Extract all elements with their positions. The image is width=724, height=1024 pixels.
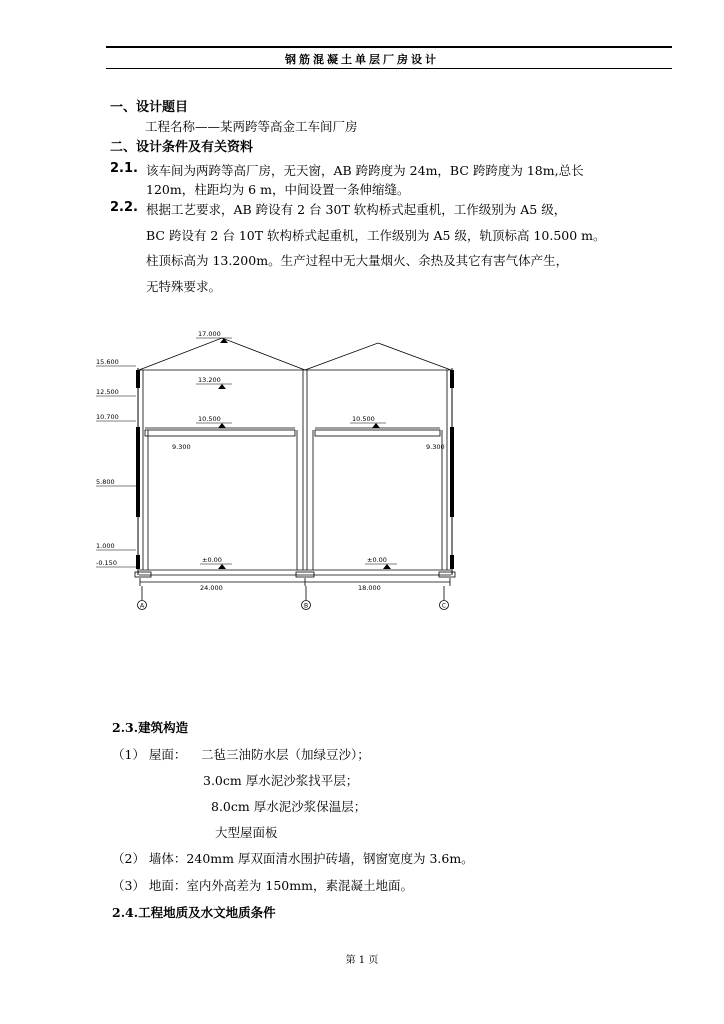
footing-a <box>135 572 151 577</box>
item-2-1-number: 2.1. <box>110 161 138 176</box>
section-2-3-heading: 2.3.建筑构造 <box>112 720 189 735</box>
section-1-heading: 一、设计题目 <box>110 100 189 115</box>
roof-label: （1） 屋面： <box>112 747 187 762</box>
roof-layer-3: 8.0cm 厚水泥沙浆保温层； <box>211 799 367 814</box>
crane-girder-bc <box>315 430 440 436</box>
page-number: 第 1 页 <box>345 955 379 966</box>
footing-c <box>439 572 455 577</box>
item-2-2-line1: 根据工艺要求，AB 跨设有 2 台 30T 软构桥式起重机，工作级别为 A5 级， <box>146 202 567 217</box>
elev-ridge-label: 17.000 <box>198 330 221 338</box>
elev-crane-left: 9.300 <box>172 443 191 451</box>
project-name: 工程名称——某两跨等高金工车间厂房 <box>145 119 358 134</box>
roof-layer-4: 大型屋面板 <box>215 825 278 840</box>
level-mark-coltop <box>218 384 226 389</box>
elev-floor-ab: ±0.00 <box>202 556 222 564</box>
level-mark-ridge <box>220 338 228 343</box>
page-header-title: 钢筋混凝土单层厂房设计 <box>285 53 439 66</box>
item-2-2-line3: 柱顶标高为 13.200m。生产过程中无大量烟火、余热及其它有害气体产生， <box>146 253 569 268</box>
level-mark-rail-ab <box>218 423 226 428</box>
elev-left-10700: 10.700 <box>96 413 119 421</box>
axis-label-b: B <box>303 602 309 610</box>
level-mark-rail-bc <box>372 423 380 428</box>
window-right-middle <box>450 427 454 517</box>
elev-left-5800: 5.800 <box>96 478 115 486</box>
wall-description: （2） 墙体：240mm 厚双面清水围护砖墙，钢窗宽度为 3.6m。 <box>112 851 474 866</box>
axis-label-a: A <box>139 602 145 610</box>
window-left-lower <box>136 555 140 569</box>
window-right-lower <box>450 555 454 569</box>
item-2-2-number: 2.2. <box>110 200 138 215</box>
elev-column-top: 13.200 <box>198 376 221 384</box>
level-mark-floor-ab <box>218 564 226 569</box>
span-ab-label: 24.000 <box>200 584 223 592</box>
elev-rail-bc: 10.500 <box>352 415 375 423</box>
window-left-upper <box>136 370 140 388</box>
window-left-middle <box>136 427 140 517</box>
item-2-2-line4: 无特殊要求。 <box>146 279 222 294</box>
elev-left-1000: 1.000 <box>96 542 115 550</box>
elev-floor-bc: ±0.00 <box>367 556 387 564</box>
window-right-upper <box>450 370 454 388</box>
axis-label-c: C <box>441 602 447 610</box>
section-2-heading: 二、设计条件及有关资料 <box>110 140 254 155</box>
item-2-2-line2: BC 跨设有 2 台 10T 软构桥式起重机，工作级别为 A5 级，轨顶标高 10.500 m。 <box>146 228 606 243</box>
elev-left-12500: 12.500 <box>96 388 119 396</box>
item-2-1-line2: 120m，柱距均为 6 m，中间设置一条伸缩缝。 <box>146 182 410 197</box>
crane-girder-ab <box>145 430 295 436</box>
item-2-1-line1: 该车间为两跨等高厂房，无天窗，AB 跨跨度为 24m，BC 跨跨度为 18m,总长 <box>146 163 584 178</box>
roof-layer-1: 二毡三油防水层（加绿豆沙）； <box>201 747 370 762</box>
span-bc-label: 18.000 <box>358 584 381 592</box>
footing-b <box>296 572 314 577</box>
roof-outline-bc <box>305 343 451 370</box>
elev-left-15600: 15.600 <box>96 358 119 366</box>
section-2-4-heading: 2.4.工程地质及水文地质条件 <box>112 905 276 920</box>
floor-description: （3） 地面：室内外高差为 150mm，素混凝土地面。 <box>112 878 413 893</box>
elev-left-neg150: -0.150 <box>96 559 117 567</box>
roof-layer-2: 3.0cm 厚水泥沙浆找平层； <box>203 773 359 788</box>
elev-rail-ab: 10.500 <box>198 415 221 423</box>
level-mark-floor-bc <box>383 564 391 569</box>
elev-crane-right: 9.300 <box>426 443 445 451</box>
